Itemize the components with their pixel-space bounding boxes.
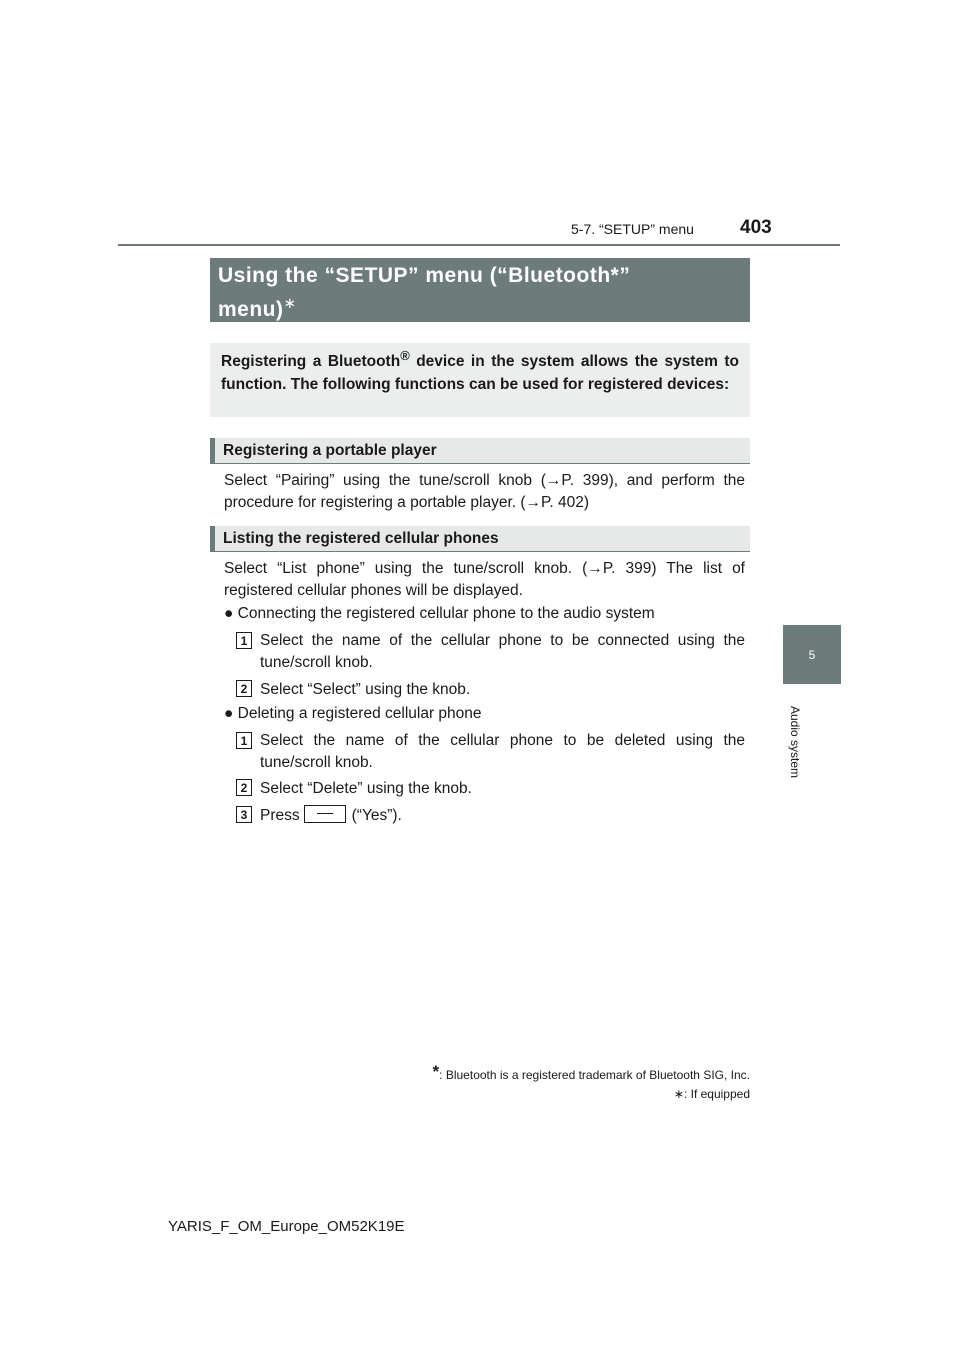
document-code: YARIS_F_OM_Europe_OM52K19E xyxy=(168,1218,405,1235)
page-number: 403 xyxy=(740,217,772,238)
step-text xyxy=(260,805,745,827)
equipped-footnote xyxy=(674,1087,750,1101)
intro-rest: device in the system allows the system to function. The following functions can be used for registered devices: xyxy=(221,353,739,393)
chapter-tab xyxy=(783,625,841,684)
step-text: Select “Select” using the knob. xyxy=(260,681,471,698)
portable-player-text: Select “Pairing” using the tune/scroll knob (→P. 399), and perform the procedure for registering a portable player. (→P. 402) xyxy=(224,472,745,511)
title-line-2: menu) xyxy=(218,298,284,321)
if-equipped-mark: ∗ xyxy=(283,295,297,312)
step-text-before: Press xyxy=(260,807,300,824)
subheading-registered-phones: Listing the registered cellular phones xyxy=(210,526,750,552)
trademark-text: : Bluetooth is a registered trademark of Bluetooth SIG, Inc. xyxy=(439,1068,750,1082)
step-text-after: (“Yes”). xyxy=(351,807,402,824)
trademark-mark: * xyxy=(432,1062,440,1081)
step-number: 3 xyxy=(236,806,252,823)
step-number: 1 xyxy=(236,732,252,749)
bullet-delete-phone: ● Deleting a registered cellular phone xyxy=(224,705,482,722)
equipped-mark: ∗ xyxy=(673,1087,684,1101)
registered-mark: ® xyxy=(400,348,410,363)
chapter-label: Audio system xyxy=(788,705,802,779)
title-line-1: Using the “SETUP” menu (“Bluetooth*” xyxy=(218,264,631,287)
page-title xyxy=(210,258,750,322)
equipped-text: : If equipped xyxy=(683,1087,750,1101)
bullet-connect-phone: ● Connecting the registered cellular phone to the audio system xyxy=(224,605,655,622)
step-text: Select “Delete” using the knob. xyxy=(260,780,472,797)
chapter-number: 5 xyxy=(808,647,816,662)
step-number: 2 xyxy=(236,779,252,796)
step-text: Select the name of the cellular phone to be connected using the tune/scroll knob. xyxy=(260,632,745,671)
header-divider xyxy=(118,244,840,246)
step-number: 2 xyxy=(236,680,252,697)
subheading-portable-player: Registering a portable player xyxy=(210,438,750,464)
registered-phones-text: Select “List phone” using the tune/scroll knob. (→P. 399) The list of registered cellular phones will be displayed. xyxy=(224,560,745,599)
step-number: 1 xyxy=(236,632,252,649)
yes-button-icon xyxy=(304,805,346,823)
intro-box xyxy=(210,343,750,417)
intro-prefix: Registering a Bluetooth xyxy=(221,353,401,371)
section-header: 5-7. “SETUP” menu xyxy=(571,221,694,237)
trademark-footnote xyxy=(433,1062,750,1082)
step-text: Select the name of the cellular phone to be deleted using the tune/scroll knob. xyxy=(260,732,745,771)
